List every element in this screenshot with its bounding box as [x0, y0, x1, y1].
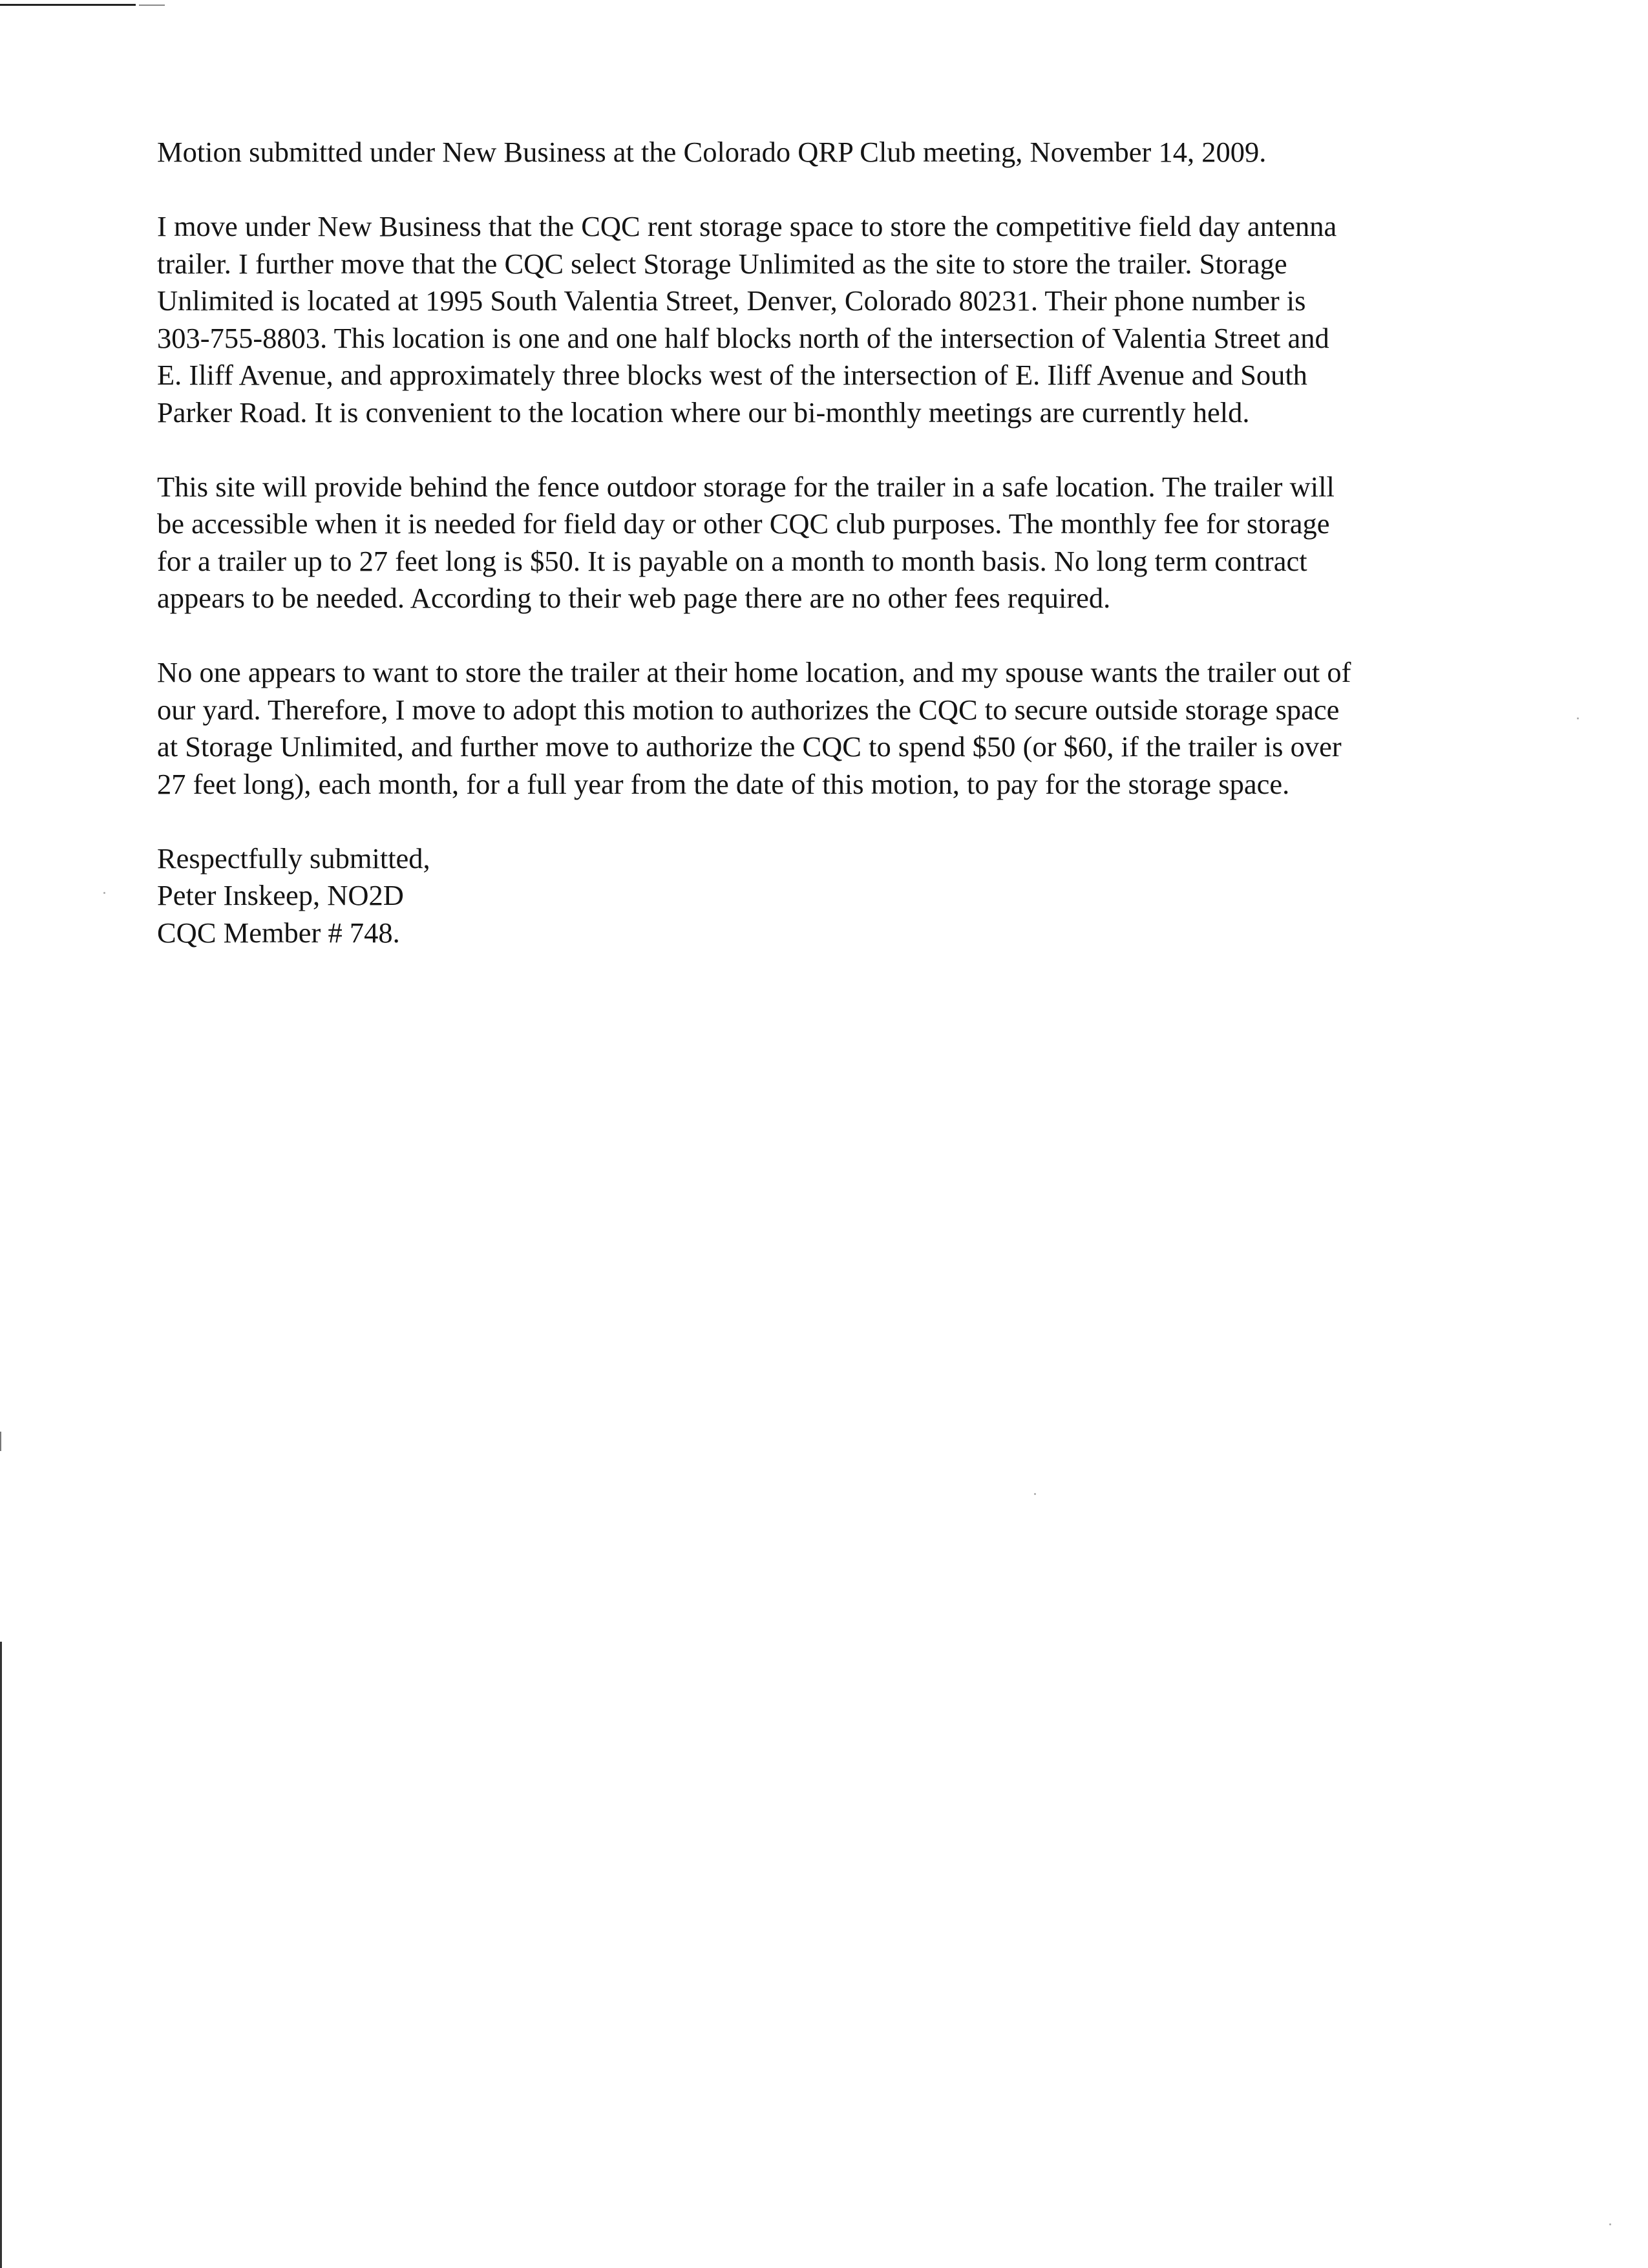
paragraph-adopt: [157, 654, 1540, 803]
text-line: Unlimited is located at 1995 South Valentia Street, Denver, Colorado 80231. Their phone number is: [157, 284, 1306, 317]
scan-edge-mark: [0, 1432, 1, 1451]
scan-mark-top: [0, 4, 136, 6]
scan-speck: [1609, 2223, 1611, 2225]
paragraph-site: [157, 469, 1540, 617]
text-line: No one appears to want to store the trailer at their home location, and my spouse wants the trailer out of: [157, 656, 1351, 688]
text-line: 303-755-8803. This location is one and one half blocks north of the intersection of Valentia Street and: [157, 321, 1329, 354]
text-line: be accessible when it is needed for field day or other CQC club purposes. The monthly fee for storage: [157, 507, 1330, 540]
closing: Respectfully submitted,: [157, 842, 430, 874]
text-line: appears to be needed. According to their web page there are no other fees required.: [157, 582, 1111, 614]
motion-heading: [157, 134, 1540, 171]
text-line: Parker Road. It is convenient to the location where our bi-monthly meetings are currently held.: [157, 396, 1250, 429]
text-line: This site will provide behind the fence outdoor storage for the trailer in a safe location. The trailer will: [157, 470, 1335, 503]
text-line: 27 feet long), each month, for a full year from the date of this motion, to pay for the storage space.: [157, 767, 1290, 800]
scan-speck: [103, 892, 105, 894]
text-line: for a trailer up to 27 feet long is $50. It is payable on a month to month basis. No long term contract: [157, 544, 1307, 577]
text-line: I move under New Business that the CQC rent storage space to store the competitive field day antenna: [157, 210, 1337, 242]
signer-name: Peter Inskeep, NO2D: [157, 879, 404, 911]
signature-block: [157, 840, 1540, 952]
scan-speck: [1034, 1493, 1036, 1495]
scan-speck: [1577, 717, 1579, 719]
heading-line: Motion submitted under New Business at the Colorado QRP Club meeting, November 14, 2009.: [157, 136, 1267, 168]
text-line: at Storage Unlimited, and further move to authorize the CQC to spend $50 (or $60, if the trailer is over: [157, 730, 1342, 763]
paragraph-motion: [157, 208, 1540, 431]
scan-edge-left: [0, 1642, 2, 2268]
text-line: trailer. I further move that the CQC select Storage Unlimited as the site to store the trailer. Storage: [157, 247, 1287, 280]
scan-mark-top-faint: [139, 5, 165, 6]
text-line: our yard. Therefore, I move to adopt this motion to authorizes the CQC to secure outside storage space: [157, 693, 1340, 726]
text-line: E. Iliff Avenue, and approximately three blocks west of the intersection of E. Iliff Avenue and South: [157, 359, 1307, 391]
letter-body: [157, 134, 1540, 951]
member-number: CQC Member # 748.: [157, 916, 400, 949]
